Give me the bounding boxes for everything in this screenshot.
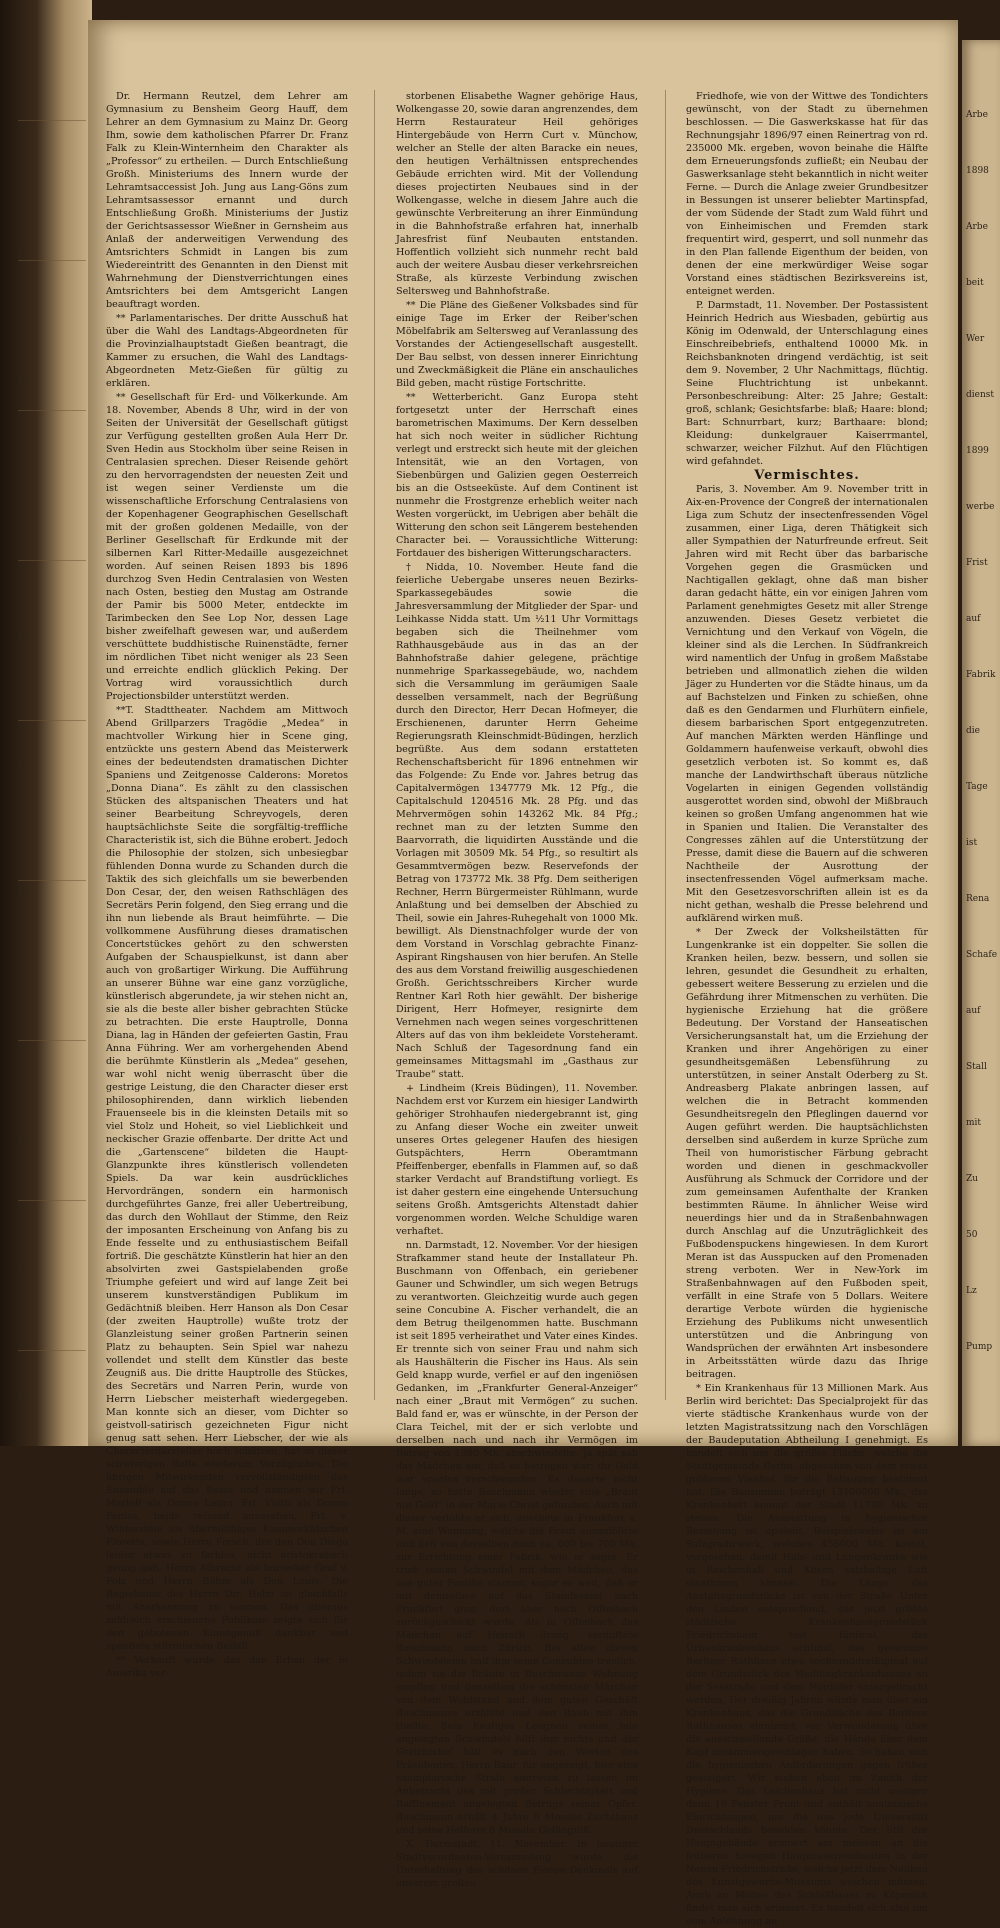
adjacent-page-text: Zu [966, 1174, 979, 1184]
adjacent-page-text: dienst [966, 390, 994, 400]
article-paragraph: ** Verkauft wurde das den Erben der in Amerika ver- [106, 1655, 348, 1679]
adjacent-page-text: 1899 [966, 446, 989, 456]
article-paragraph: † Nidda, 10. November. Heute fand die feierliche Uebergabe unseres neuen Bezirks-Sparkassegebäudes sowie die Jahresversammlung der Mitglieder der Spar- und Leihkasse Nidda statt. Um ½11 Uhr Vormittags begaben sich die Theilnehmer vom Rathhausgebäude aus in das an der Bahnhofstraße dahier gelegene, prächtige nunmehrige Sparkassegebäude, wo, nachdem sich die Versammlung im geräumigen Saale desselben versammelt, nach der Begrüßung durch den Director, Herr Decan Hofmeyer, die Erschienenen, darunter Herrn Geheime Regierungsrath Kleinschmidt-Büdingen, herzlich begrüßte. Aus dem sodann erstatteten Rechenschaftsbericht für 1896 entnehmen wir das Folgende: Zu Ende vor. Jahres betrug das Capitalvermögen 1347779 Mk. 12 Pfg., die Capitalschuld 1204516 Mk. 28 Pfg. und das Mehrvermögen sohin 143262 Mk. 84 Pfg.; rechnet man zu der letzten Summe den Baarvorrath, die liquidirten Ausstände und die Vorlagen mit 30509 Mk. 54 Pfg., so resultirt als Gesammtvermögen bezw. Reservefonds der Betrag von 173772 Mk. 38 Pfg. Dem seitherigen Rechner, Herrn Bürgermeister Rühlmann, wurde Anlaßtung und bei demselben der Abschied zu Theil, sowie ein Jahres-Ruhegehalt von 1000 Mk. bewilligt. Als Dienstnachfolger wurde der von dem Vorstand in Vorschlag gebrachte Finanz-Aspirant Ringshausen von hier berufen. An Stelle des aus dem Vorstand freiwillig ausgeschiedenen Großh. Gerichtsschreibers Kircher wurde Rentner Karl Roth hier gewählt. Der bisherige Dirigent, Herr Hofmeyer, resignirte dem Vernehmen nach wegen seines vorgeschrittenen Alters auf das von ihm bekleidete Vorsteheramt. Nach Schluß der Tagesordnung fand ein gemeinsames Mittagsmahl im „Gasthaus zur Traube“ statt. [396, 562, 638, 1080]
adjacent-page-text: ist [966, 838, 978, 848]
article-paragraph: Paris, 3. November. Am 9. November tritt in Aix-en-Provence der Congreß der internationalen Liga zum Schutz der insectenfressenden Vögel zusammen, einer Liga, deren Thätigkeit sich aller Sympathien der Naturfreunde erfreut. Seit Jahren wird mit Recht über das barbarische Vorgehen gegen die Grasmücken und Nachtigallen geklagt, ohne daß man bisher daran gedacht hätte, ein vor einigen Jahren vom Parlament genehmigtes Gesetz mit aller Strenge anzuwenden. Dieses Gesetz verbietet die Vernichtung und den Verkauf von Vögeln, die kleiner sind als die Lerchen. In Südfrankreich wird namentlich der Unfug in großem Maßstabe betrieben und allmonatlich ziehen die wilden Jäger zu Hunderten vor die Städte hinaus, um da auf Bachstelzen und Finken zu schießen, ohne daß es den Gendarmen und Flurhütern einfiele, diesem barbarischen Sport entgegenzutreten. Auf manchen Märkten werden Hänflinge und Goldammern haufenweise verkauft, obwohl dies gesetzlich verboten ist. So kommt es, daß manche der Landwirthschaft überaus nützliche Vogelarten in einigen Gegenden vollständig ausgerottet worden sind, obwohl der Mißbrauch keinen so großen Umfang angenommen hat wie in Spanien und Italien. Die Veranstalter des Congresses zählen auf die Unterstützung der Presse, damit diese die Bauern auf die schweren Nachtheile der Ausrottung der insectenfressenden Vögel aufmerksam mache. Mit den Gesetzesvorschriften allein ist es da nicht gethan, weshalb die Presse belehrend und aufklärend wirken muß. [686, 484, 928, 924]
adjacent-page-text: Rena [966, 894, 990, 904]
article-paragraph: Friedhofe, wie von der Wittwe des Tondichters gewünscht, von der Stadt zu übernehmen beschlossen. — Die Gaswerkskasse hat für das Rechnungsjahr 1896/97 einen Reinertrag von rd. 235000 Mk. ergeben, wovon beinahe die Hälfte dem Erneuerungsfonds zufließt; ein Neubau der Gaswerksanlage steht bekanntlich in nicht weiter Ferne. — Durch die Anlage zweier Grundbesitzer in Bessungen ist unserer beliebter Martinspfad, der vom Südende der Stadt zum Wald führt und von Einheimischen und Fremden stark frequentirt wird, gesperrt, und soll nunmehr das in den Plan fallende Eigenthum der beiden, von denen der eine merkwürdiger Weise sogar Vorstand eines städtischen Bezirksvereins ist, enteignet werden. [686, 91, 928, 297]
adjacent-page-text: Arbe [966, 110, 988, 120]
adjacent-page-text: 1898 [966, 166, 989, 176]
article-paragraph: nn. Darmstadt, 12. November. Vor der hiesigen Strafkammer stand heute der Installateur Ph. Buschmann von Offenbach, ein geriebener Gauner und Schwindler, um sich wegen Betrugs zu verantworten. Gleichzeitig wurde auch gegen seine Concubine A. Fischer verhandelt, die an dem Betrug theilgenommen hatte. Buschmann ist seit 1895 verheirathet und Vater eines Kindes. Er trennte sich von seiner Frau und nahm sich als Haushälterin die Fischer ins Haus. Als sein Geld knapp wurde, verfiel er auf den ingeniösen Gedanken, im „Frankfurter General-Anzeiger“ nach einer „Braut mit Vermögen“ zu suchen. Bald fand er, was er wünschte, in der Person der Clara Teichel, mit der er sich verlobte und derselben nach und nach ihr Vermögen im Betrag von 1980 Mk. abschwindelte. Ja spät sah das Mädchen ein, daß es betrogen war; ihr Geld war spurlos verschwunden. Es dauerte nicht lange, so hatte Buschmann wieder eine „Braut mit Geld“ in der Marie Christ gefunden. Auch mit dieser verlobte er sich, miethete in Frankfurt a. M. eine Wohnung, welche die Braut ausmöblirte und ließ von derselben noch ca. 600 bis 700 Mk. zur Errichtung einer Fabrik, wie er sagte. Er trieb seinen Schwindel mit dem Mädchen, das aus guter Familie stammt, sogar so weit, daß er mit demselben auf das Standesamt nach Frankfurt ging, dort aber nach Offenbach zurückgeschickt wurde. Als in Offenbach das Mädchen auf Heirath drang, verduftete Buschmann nach Zürich. Bei allen diesen Schwindeleien half ihm seine Concubine treulich, indem sie die Bräute in Buschmanns Wohnung empfing und denselben die schönsten Märchen von dem Wohlstand und dem guten Geschäft Buschmanns erzählte und den Raub mit ihm theilte. Sein heutiges Leugnen seines fein angelegten Schwindels hilft ihm nichts und der Gerichtshof hält es nach den Worten des Präsidenten, Herrn Baur, für angezeigt, hier eine exemplarische Strafe eintreten zu lassen im Anbetracht des mit großer Schlechtigkeit und Raffinement angelegten Betrugs seiner Opfer. Buschmann erhält 4 Jahre 6 Monate Zuchthaus und seine Helferin 6 Monate Gefängniß. [396, 1240, 638, 1836]
adjacent-page-fragment [962, 40, 1000, 1446]
column-right [686, 90, 928, 1927]
adjacent-page-text: auf [966, 614, 981, 624]
adjacent-page-text: Schafe [966, 950, 998, 960]
article-paragraph: **T. Stadttheater. Nachdem am Mittwoch Abend Grillparzers Tragödie „Medea“ in machtvoller Wirkung hier in Scene ging, entzückte uns gestern Abend das Meisterwerk eines der bedeutendsten dramatischen Dichter Spaniens und Zeitgenosse Calderons: Moretos „Donna Diana“. Es zählt zu den classischen Stücken des altspanischen Theaters und hat seiner Bearbeitung Schreyvogels, deren hauptsächlichste Seite die sorgfältig-treffliche Characteristik ist, sich die Bühne erobert. Jedoch die Philosophie der stolzen, sich unbesiegbar fühlenden Donna wurde zu Schanden durch die Taktik des sich gleichfalls um sie bewerbenden Don Cesar, der, den weisen Rathschlägen des Secretärs Perin folgend, den Sieg errang und die ihn nun liebende als Braut heimführte. — Die vollkommene Ausführung dieses dramatischen Concertstückes gehört zu den schwersten Aufgaben der Schauspielkunst, ist dann aber auch von großartiger Wirkung. Die Aufführung an unserer Bühne war eine ganz vorzügliche, künstlerisch abgerundete, ja wir stehen nicht an, sie als die beste aller bisher gebrachten Stücke zu betrachten. Die erste Hauptrolle, Donna Diana, lag in Händen der gefeierten Gastin, Frau Anna Führing. Wer am vorhergehenden Abend die berühmte Künstlerin als „Medea“ gesehen, war wohl nicht wenig überrascht über die gestrige Leistung, die den Character dieser erst philosophirenden, dann wirklich liebenden Frauenseele bis in die kleinsten Details mit so viel Stolz und Hoheit, so viel Lieblichkeit und neckischer Grazie offenbarte. Der dritte Act und die „Gartenscene“ bildeten die Haupt-Glanzpunkte ihres künstlerisch vollendeten Spiels. Da war kein ausdrückliches Hervordrängen, sondern ein harmonisch durchgeführtes Ganze, frei aller Uebertreibung, das durch den Wohllaut der Stimme, den Reiz der imposanten Erscheinung von Anfang bis zu Ende fesselte und zu enthusiastischem Beifall fortriß. Die geschätzte Künstlerin hat hier an den absolvirten zwei Gastspielabenden große Triumphe gefeiert und wird auf lange Zeit bei unserem kunstverständigen Publikum im Gedächtniß bleiben. Herr Hanson als Don Cesar (der zweiten Hauptrolle) wußte trotz der Glanzleistung seiner großen Partnerin seinen Platz zu behaupten. Sein Spiel war nahezu vollendet und stellt dem Künstler das beste Zeugniß aus. Die dritte Hauptrolle des Stückes, des Secretärs und Narren Perin, wurde von Herrn Liebscher meisterhaft wiedergegeben. Man konnte sich an dieser, vom Dichter so geistvoll-satirisch gezeichneten Figur nicht genug satt sehen. Herr Liebscher, der wie als Characterdarsteller hoch schätzen, hat in dieser schwierigen Rolle wiederum Vorzügliches. Die übrigen Mitwirkenden vervollständigten das Ensemble auf das Beste und nennen wir Frl. Marloff als Donna Laura, Frl. Viotti als Donna Fenisa, beide reizend anzusehen, Frl. v. Winterstein als übermüthiges Kammerkätzchen Floretta, sowie Herrn Forsch, der den Don Diego leider etwas zu farblos, nicht aristokratisch genug gab, Herrn Albrecht als burlesker Graf v. Folz und Herrn Böhm als Don Louis. Die Regiekunst des Herrn Dir. Helm ist gleichfalls mit Anerkennung zu nennen. Das überaus zahlreich erschienene Publikum zeigte sich für den gebotenen Kunstgenuß dankbar und spendete stürmischen Beifall. [106, 705, 348, 1652]
article-paragraph: * Ein Krankenhaus für 13 Millionen Mark. Aus Berlin wird berichtet: Das Specialprojekt für das vierte städtische Krankenhaus wurde von der letzten Magistratssitzung nach den Vorschlägen der Baudeputation Abtheilung I genehmigt. Es handelt sich um die größte Fläche, welche die Stadtgemeinde Berlin, abgesehen von dem etwas größeren Viehhof, für die Bebauung bestimmt hat. Die Bausumme beträgt 13100000 Mk., das Krankenbett kommt der Stadt 11700 Mk. zu stehen. Die Ausstattung in hygienischer Beziehung ist opulent. Beispielsweise ist ein Salzgradirwerk, welches 455000 Mk. kostet, vorgesehen, damit Hals- und Lungenkranke wie in Reichenhall und Kösen salzhaltige Luft einathmen können. Die Länge des Anstaltsgrundstücks ist von der Straße Unter den Linden entsprechend, das jetzt größte städtische Krankenhausgrundstück Friedrichshain fast fünfmal, das Urbankrankenhaus achtmal, das gesammte Berliner Rathhaus etwa sechsunddreißigmal auf dem Grundstück des Weddingkrankenhauses an der Seestraße und dem Nordufer untergebracht werden. Der dreißig Jahren würde man über ein Krankenhaus, das die Grundfläche des Berliner Rathhauses einnimmt, vor Verwunderung über die ausschweifende Größe, die Hände über dem Kopf zusammengeschlagen haben. So haben sich die hygienischen Anforderungen gegen früher gesteigert. Wir stehen eben im Zenith der Hygiene. Das Leichenhaus hat nicht weniger denn 19 Fenster Front und enthält anatomische Einrichtungen, um die uns jede Universität Deutschlands beneiden könnte. Der Stil der Hauptgebäude erinnert am meisten an die früheren hiesigen Hauptcasernenbauten in der Neuen Friedrichstraße, welche jetzt dem Neubau des Kunstgewerbe-Museums weichen müssen. Auch an Motive des Schloßbaues zu Köpenick findet man sich erinnert. Es handelt sich also um eine Anlehnung an [686, 1383, 928, 1927]
article-paragraph: P. Darmstadt, 11. November. Der Postassistent Heinrich Hedrich aus Wiesbaden, gebürtig aus König im Odenwald, der Unterschlagung eines Einschreibebriefs, enthaltend 10000 Mk. in Reichsbanknoten dringend verdächtig, ist seit dem 9. November, 2 Uhr Nachmittags, flüchtig. Seine Fluchtrichtung ist unbekannt. Personbeschreibung: Alter: 25 Jahre; Gestalt: groß, schlank; Gesichtsfarbe: blaß; Haare: blond; Bart: Schnurrbart, kurz; Barthaare: blond; Kleidung: dunkelgrauer Kaiserrmantel, schwarzer, weicher Filzhut. Auf den Flüchtigen wird gefahndet. [686, 300, 928, 467]
adjacent-page-text: Wer [966, 334, 985, 344]
adjacent-page-text: Lz [966, 1286, 977, 1296]
adjacent-page-text: Tage [966, 782, 988, 792]
adjacent-page-text: werbe [966, 502, 995, 512]
column-middle [396, 90, 638, 1889]
article-paragraph: X. Darmstadt, 11. November. In heutiger Stadtverordneten-Versammlung wurde die Unterhaltung des schönen Flotow-Denkmals auf unserem großen [396, 1839, 638, 1889]
adjacent-page-text: Pump [966, 1342, 993, 1352]
article-paragraph: ** Gesellschaft für Erd- und Völkerkunde. Am 18. November, Abends 8 Uhr, wird in der von Seiten der Universität der Gesellschaft gütigst zur Verfügung gestellten großen Aula Herr Dr. Sven Hedin aus Stockholm über seine Reisen in Centralasien sprechen. Dieser Reisende gehört zu den hervorragendsten der neuesten Zeit und ist wegen seiner Verdienste um die wissenschaftliche Erforschung Centralasiens von der Kopenhagener Geographischen Gesellschaft mit der großen goldenen Medaille, von der Berliner Gesellschaft für Erdkunde mit der silbernen Karl Ritter-Medaille ausgezeichnet worden. Auf seinen Reisen 1893 bis 1896 durchzog Sven Hedin Centralasien von Westen nach Osten, bestieg den Mustag am Ostrande der Pamir bis 5000 Meter, entdeckte im Tarimbecken den See Lop Nor, dessen Lage bisher zweifelhaft gewesen war, und außerdem verschüttete buddhistische Ruinenstädte, ferner im nördlichen Tibet nicht weniger als 23 Seen und erreichte endlich glücklich Peking. Der Vortrag wird voraussichtlich durch Projectionsbilder unterstützt werden. [106, 392, 348, 702]
column-rule [374, 90, 375, 1400]
adjacent-page-text: Fabrik [966, 670, 996, 680]
adjacent-page-text: Frist [966, 558, 988, 568]
column-rule [665, 90, 666, 1400]
adjacent-page-text: 50 [966, 1230, 978, 1240]
article-paragraph: storbenen Elisabethe Wagner gehörige Haus, Wolkengasse 20, sowie daran angrenzendes, dem Herrn Restaurateur Heil gehöriges Hintergebäude von Herrn Curt v. Münchow, welcher an Stelle der alten Baracke ein neues, den heutigen Verhältnissen entsprechendes Gebäude errichten wird. Mit der Vollendung dieses projectirten Neubaues sind in der Wolkengasse, welche in diesem Jahre auch die gewünschte Verbreiterung an ihrer Einmündung in die Bahnhofstraße erfahren hat, innerhalb Jahresfrist fünf Neubauten entstanden. Hoffentlich vollzieht sich nunmehr recht bald auch der weitere Ausbau dieser verkehrsreichen Straße, als kürzeste Verbindung zwischen Seltersweg und Bahnhofstraße. [396, 91, 638, 297]
article-paragraph: Dr. Hermann Reutzel, dem Lehrer am Gymnasium zu Bensheim Georg Hauff, dem Lehrer an dem Gymnasium zu Mainz Dr. Georg Ihm, sowie dem katholischen Pfarrer Dr. Franz Falk zu Klein-Winternheim den Charakter als „Professor“ zu ertheilen. — Durch Entschließung Großh. Ministeriums des Innern wurde der Lehramtsaccessist Joh. Jung aus Lang-Göns zum Lehramtsassessor ernannt und durch Entschließung Großh. Ministeriums der Justiz der Gerichtsassessor Wießner in Gernsheim aus Anlaß der anderweitigen Verwendung des Amtsrichters Schmidt in Langen bis zum Wiedereintritt des Genannten in den Dienst mit Wahrnehmung der Dienstverrichtungen eines Amtsrichters bei dem Amtsgericht Langen beauftragt worden. [106, 91, 348, 310]
adjacent-page-text: beit [966, 278, 984, 288]
article-paragraph: * Der Zweck der Volksheilstätten für Lungenkranke ist ein doppelter. Sie sollen die Kranken heilen, bezw. bessern, und sollen sie lehren, gesundet die Gesundheit zu erhalten, gebessert weitere Besserung zu erzielen und die Gefährdung ihrer Mitmenschen zu verhüten. Die hygienische Erziehung hat die größere Bedeutung. Der Vorstand der Hanseatischen Versicherungsanstalt hat, um die Erziehung der Kranken und ihrer Angehörigen zu einer gesundheitsgemäßen Lebensführung zu unterstützen, in seiner Anstalt Oderberg zu St. Andreasberg Plakate anbringen lassen, auf welchen die in Betracht kommenden Gesundheitsregeln den Pfleglingen dauernd vor Augen geführt werden. Die hauptsächlichsten derselben sind außerdem in kurze Sprüche zum Theil von humoristischer Färbung gebracht worden und dienen in geschmackvoller Ausführung als Schmuck der Corridore und der zum gemeinsamen Aufenthalte der Kranken bestimmten Räume. In ähnlicher Weise wird neuerdings hier und da in Straßenbahnwagen durch Anschlag auf die Unzuträglichkeit des Fußbodenspuckens hingewiesen. In dem Kurort Meran ist das Ausspucken auf den Promenaden streng verboten. Wer in New-York im Straßenbahnwagen auf den Fußboden speit, verfällt in eine Strafe von 5 Dollars. Weitere derartige Verbote würden die hygienische Erziehung des Publikums nicht unwesentlich unterstützen und die Anbringung von Wandsprüchen der erwähnten Art insbesondere in Arbeitsstätten würde dazu das Ihrige beitragen. [686, 927, 928, 1380]
adjacent-page-text: auf [966, 1006, 981, 1016]
article-paragraph: + Lindheim (Kreis Büdingen), 11. November. Nachdem erst vor Kurzem ein hiesiger Landwirth gehöriger Strohhaufen niedergebrannt ist, ging zu Anfang dieser Woche ein zweiter unweit unseres Ortes gelegener Haufen des hiesigen Gutspächters, Herrn Oberamtmann Pfeiffenberger, ebenfalls in Flammen auf, so daß starker Verdacht auf Brandstiftung vorliegt. Es ist daher gestern eine eingehende Untersuchung seitens Großh. Amtsgerichts Altenstadt dahier vorgenommen worden. Welche Schuldige waren verhaftet. [396, 1083, 638, 1237]
adjacent-page-text: die [966, 726, 980, 736]
section-heading: Vermischtes. [754, 468, 860, 483]
adjacent-page-text: Arbe [966, 222, 988, 232]
column-left [106, 90, 348, 1679]
article-paragraph: ** Die Pläne des Gießener Volksbades sind für einige Tage im Erker der Reiber'schen Möbelfabrik am Seltersweg auf Veranlassung des Vorstandes der Actiengesellschaft ausgestellt. Der Bau selbst, von dessen innerer Einrichtung und Zweckmäßigkeit die Pläne ein anschauliches Bild geben, macht rüstige Fortschritte. [396, 300, 638, 389]
newspaper-page [88, 20, 958, 1927]
article-paragraph: ** Wetterbericht. Ganz Europa steht fortgesetzt unter der Herrschaft eines barometrischen Maximums. Der Kern desselben hat sich noch weiter in südlicher Richtung verlegt und erstreckt sich heute mit der gleichen Intensität, wie an den Vortagen, von Siebenbürgen und Galizien gegen Oesterreich bis an die Ostseeküste. Auf dem Continent ist nunmehr die Frostgrenze erheblich weiter nach Westen vorgerückt, im Uebrigen aber behält die Witterung den schon seit Längerem bestehenden Character bei. — Voraussichtliche Witterung: Fortdauer des bisherigen Witterungscharacters. [396, 392, 638, 559]
adjacent-page-text: mit [966, 1118, 982, 1128]
adjacent-page-text: Stall [966, 1062, 987, 1072]
article-paragraph: ** Parlamentarisches. Der dritte Ausschuß hat über die Wahl des Landtags-Abgeordneten für die Provinzialhauptstadt Gießen beantragt, die Kammer zu ersuchen, die Wahl des Landtags-Abgeordneten Metz-Gießen für gültig zu erklären. [106, 313, 348, 389]
book-spine-edge [0, 0, 92, 1446]
